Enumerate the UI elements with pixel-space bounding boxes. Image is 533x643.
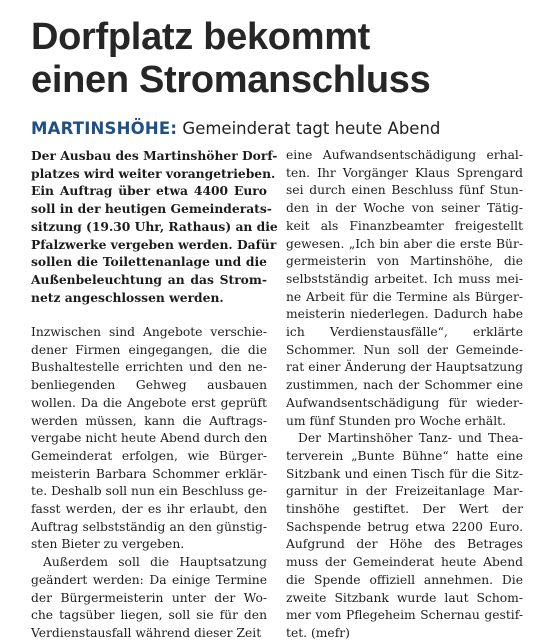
text-line: Der Ausbau des Martinshöher Dorf- (31, 148, 278, 163)
text-line: tinshöhe gestiftet. Der Wert der (286, 502, 523, 517)
text-line: Pfalzwerke vergeben werden. Dafür (31, 236, 277, 252)
text-line: Schommer. Nun soll der Gemeinde- (286, 342, 523, 357)
text-line: vergabe nicht heute Abend durch den (31, 431, 268, 446)
text-line: zustimmen, nach der Schommer eine (286, 378, 523, 393)
text-line: geändert werden: Da einige Termine (31, 572, 267, 587)
text-line: selbstständig arbeitet. Ich muss mei- (286, 271, 523, 286)
text-line: sitzung (19.30 Uhr, Rathaus) an die (31, 218, 278, 234)
text-line: Inzwischen sind Angebote verschie- (31, 325, 267, 340)
paragraph-gap (31, 306, 267, 324)
text-line: der Bürgermeisterin unter der Wo- (31, 590, 267, 605)
text-line: netz angeschlossen werden. (31, 289, 224, 305)
text-line: meisterin niederlegen. Dadurch habe (286, 307, 523, 322)
subline (31, 119, 521, 139)
text-line: Auftrag selbstständig an den günstig- (31, 519, 267, 534)
text-line: muss der Gemeinderat heute Abend (286, 555, 523, 570)
text-line: Der Martinshöher Tanz- und Thea- (298, 431, 523, 446)
text-line: benliegenden Gehweg ausbauen (31, 378, 267, 393)
headline-line-2: einen Stromanschluss (31, 59, 431, 101)
text-line: terverein „Bunte Bühne“ hatte eine (286, 448, 523, 463)
column-left (31, 147, 278, 643)
text-line: gewesen. „Ich bin aber die erste Bür- (286, 236, 523, 251)
text-line: meisterin Barbara Schommer erklär- (31, 466, 267, 481)
text-line: Gemeinderat erfolgen, wie Bürger- (31, 448, 267, 463)
text-line: eine Aufwandsentschädigung erhal- (286, 148, 523, 162)
text-line: Sachspende betrug etwa 2200 Euro. (286, 519, 523, 534)
subline-topic: Gemeinderat tagt heute Abend (182, 119, 441, 138)
text-line: sei durch einen Beschluss fünf Stun- (286, 183, 523, 198)
text-line: tet. (mefr) (286, 625, 350, 640)
text-line: che tagsüber liegen, soll sie für den (31, 608, 267, 623)
text-line: keit als Finanzbeamter freigestellt (286, 218, 523, 233)
text-line: germeisterin von Martinshöhe, die (286, 254, 523, 269)
text-line: sten Bieter zu vergeben. (31, 537, 185, 552)
text-line: garnitur in der Freizeitanlage Mar- (286, 484, 523, 499)
location-label: MARTINSHÖHE: (31, 119, 178, 138)
text-line: sollen die Toilettenanlage und die (31, 254, 267, 270)
text-line: werden müssen, kann die Auftrags- (31, 413, 267, 428)
column-right (286, 147, 523, 643)
text-line: ich Verdienstausfälle“, erklärte (286, 325, 523, 340)
text-line: wollen. Da die Angebote erst geprüft (31, 395, 267, 410)
text-line: ne Arbeit für die Termine als Bürger- (286, 289, 523, 304)
text-line: Bushaltestelle errichten und den ne- (31, 360, 267, 375)
text-line: Aufgrund der Höhe des Betrages (286, 537, 523, 552)
text-line: Sitzbank und einen Tisch für die Sitz- (286, 466, 523, 481)
text-line: platzes wird weiter vorangetrieben. (31, 165, 276, 181)
text-line: te. Deshalb soll nun ein Beschluss ge- (31, 484, 267, 499)
text-line: fasst werden, der es ihr erlaubt, den (31, 502, 267, 517)
text-line: Verdienstausfall während dieser Zeit (31, 625, 262, 640)
body-paragraphs-left (31, 324, 267, 643)
text-line: mer vom Pflegeheim Schernau gestif- (286, 608, 523, 623)
body-paragraphs-right (286, 147, 523, 643)
text-line: die Spende offiziell annehmen. Die (286, 572, 523, 587)
lead-paragraph (31, 147, 278, 306)
text-line: Außenbeleuchtung an das Strom- (31, 271, 267, 287)
text-line: um fünf Stunden pro Woche erhält. (286, 413, 506, 428)
text-line: rat einer Änderung der Hauptsatzung (286, 360, 523, 375)
text-line: den in der Woche von seiner Tätig- (286, 201, 523, 216)
text-line: Außerdem soll die Hauptsatzung (43, 555, 267, 570)
headline (31, 16, 521, 102)
text-line: Ein Auftrag über etwa 4400 Euro (31, 183, 267, 199)
text-line: zweite Sitzbank wurde laut Schom- (286, 590, 523, 605)
text-line: Aufwandsentschädigung für wieder- (286, 395, 523, 410)
text-line: dener Firmen eingegangen, die die (31, 342, 267, 357)
text-line: soll in der heutigen Gemeinderats- (31, 201, 272, 217)
text-line: ten. Ihr Vorgänger Klaus Sprengard (286, 165, 523, 180)
headline-line-1: Dorfplatz bekommt (31, 16, 371, 58)
